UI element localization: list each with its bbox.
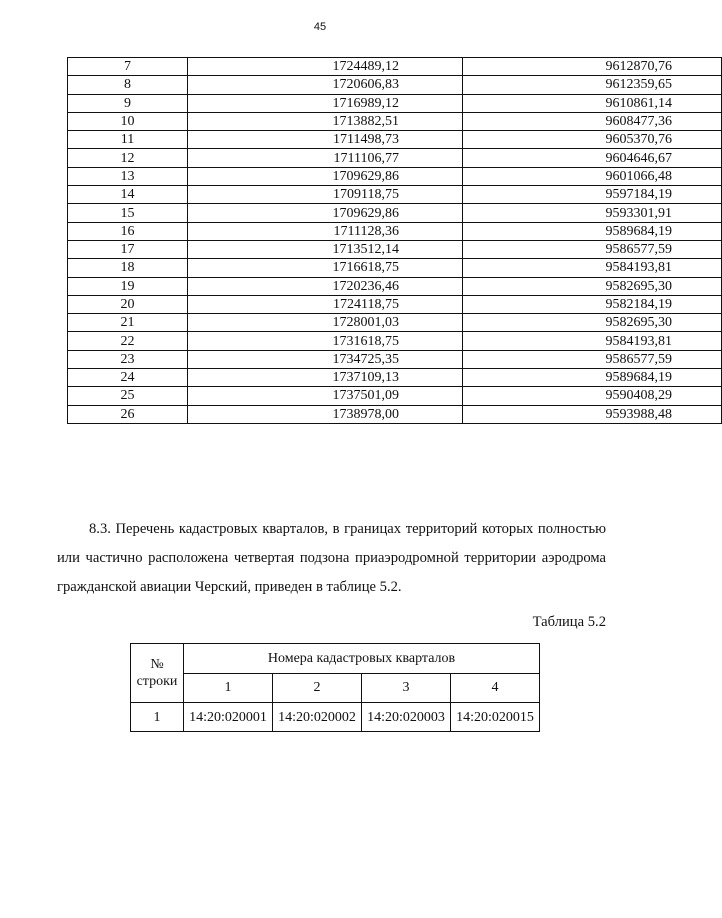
table-cell: 9582184,19 <box>463 295 722 313</box>
table-cell: 9608477,36 <box>463 112 722 130</box>
quarters-group-header: Номера кадастровых кварталов <box>184 644 540 674</box>
table-cell: 9610861,14 <box>463 94 722 112</box>
table-cell: 1738978,00 <box>188 405 463 423</box>
table-cell: 1716618,75 <box>188 259 463 277</box>
table-row <box>68 277 722 295</box>
table-cell: 1709629,86 <box>188 167 463 185</box>
table-cell: 23 <box>68 350 188 368</box>
row-number-header: № строки <box>131 644 184 703</box>
table-cell: 26 <box>68 405 188 423</box>
table-cell: 1711106,77 <box>188 149 463 167</box>
table-cell: 9586577,59 <box>463 350 722 368</box>
table-row <box>68 369 722 387</box>
coordinates-table-body <box>68 58 722 424</box>
table-cell: 9601066,48 <box>463 167 722 185</box>
table-row <box>68 259 722 277</box>
table-cell: 14 <box>68 186 188 204</box>
table-cell: 9593301,91 <box>463 204 722 222</box>
table-cell: 9597184,19 <box>463 186 722 204</box>
table-cell: 1709118,75 <box>188 186 463 204</box>
table-cell: 12 <box>68 149 188 167</box>
table-cell: 1737109,13 <box>188 369 463 387</box>
table-row <box>68 186 722 204</box>
kv-header-row <box>131 644 540 674</box>
table-cell: 1728001,03 <box>188 314 463 332</box>
coordinates-table <box>67 57 722 424</box>
table-cell: 1720236,46 <box>188 277 463 295</box>
table-cell: 22 <box>68 332 188 350</box>
table-cell: 9605370,76 <box>463 131 722 149</box>
table-cell: 16 <box>68 222 188 240</box>
table-cell: 9584193,81 <box>463 332 722 350</box>
table-cell: 1734725,35 <box>188 350 463 368</box>
table-row <box>68 167 722 185</box>
table-row <box>68 149 722 167</box>
table-cell: 14:20:020001 <box>184 703 273 732</box>
table-cell: 1711498,73 <box>188 131 463 149</box>
table-cell: 25 <box>68 387 188 405</box>
table-cell: 1737501,09 <box>188 387 463 405</box>
table-row <box>68 58 722 76</box>
table-cell: 20 <box>68 295 188 313</box>
table-cell: 1724489,12 <box>188 58 463 76</box>
table-row <box>68 332 722 350</box>
table-row <box>68 222 722 240</box>
table-row <box>131 703 540 732</box>
table-row <box>68 94 722 112</box>
table-row <box>68 405 722 423</box>
table-cell: 9 <box>68 94 188 112</box>
table-cell: 9604646,67 <box>463 149 722 167</box>
table-cell: 24 <box>68 369 188 387</box>
table-cell: 9612870,76 <box>463 58 722 76</box>
table-cell: 7 <box>68 58 188 76</box>
table-cell: 13 <box>68 167 188 185</box>
table-cell: 1731618,75 <box>188 332 463 350</box>
table-row <box>68 240 722 258</box>
table-cell: 1709629,86 <box>188 204 463 222</box>
table-cell: 9584193,81 <box>463 259 722 277</box>
cadastral-quarters-table <box>130 643 540 732</box>
table-cell: 9586577,59 <box>463 240 722 258</box>
table-cell: 14:20:020015 <box>451 703 540 732</box>
table-cell: 1716989,12 <box>188 94 463 112</box>
table-cell: 14:20:020003 <box>362 703 451 732</box>
column-header: 2 <box>273 673 362 703</box>
table-row <box>68 76 722 94</box>
table-cell: 1713882,51 <box>188 112 463 130</box>
table-cell: 1720606,83 <box>188 76 463 94</box>
table-cell: 9589684,19 <box>463 222 722 240</box>
table-row <box>68 350 722 368</box>
table-cell: 1713512,14 <box>188 240 463 258</box>
table-cell: 14:20:020002 <box>273 703 362 732</box>
table-cell: 1 <box>131 703 184 732</box>
table-row <box>68 387 722 405</box>
table-cell: 11 <box>68 131 188 149</box>
table-cell: 17 <box>68 240 188 258</box>
column-header: 4 <box>451 673 540 703</box>
table-cell: 8 <box>68 76 188 94</box>
table-cell: 10 <box>68 112 188 130</box>
table-row <box>68 314 722 332</box>
page-number: 45 <box>313 21 327 33</box>
kv-subheader-row <box>131 673 540 703</box>
table-cell: 19 <box>68 277 188 295</box>
table-cell: 9589684,19 <box>463 369 722 387</box>
table-cell: 1711128,36 <box>188 222 463 240</box>
table-cell: 9582695,30 <box>463 277 722 295</box>
table-row <box>68 295 722 313</box>
table-row <box>68 204 722 222</box>
table-row <box>68 131 722 149</box>
column-header: 1 <box>184 673 273 703</box>
table-cell: 9582695,30 <box>463 314 722 332</box>
table-cell: 1724118,75 <box>188 295 463 313</box>
table-cell: 9590408,29 <box>463 387 722 405</box>
table-cell: 21 <box>68 314 188 332</box>
table-caption: Таблица 5.2 <box>532 614 606 630</box>
section-paragraph: 8.3. Перечень кадастровых кварталов, в границах территорий которых полностью или частично расположена четвертая подзона приаэродромной территории аэродрома гражданской авиации Черский, приведен в таблице 5.2. <box>57 521 606 595</box>
table-cell: 15 <box>68 204 188 222</box>
table-cell: 18 <box>68 259 188 277</box>
table-cell: 9612359,65 <box>463 76 722 94</box>
column-header: 3 <box>362 673 451 703</box>
table-row <box>68 112 722 130</box>
table-cell: 9593988,48 <box>463 405 722 423</box>
